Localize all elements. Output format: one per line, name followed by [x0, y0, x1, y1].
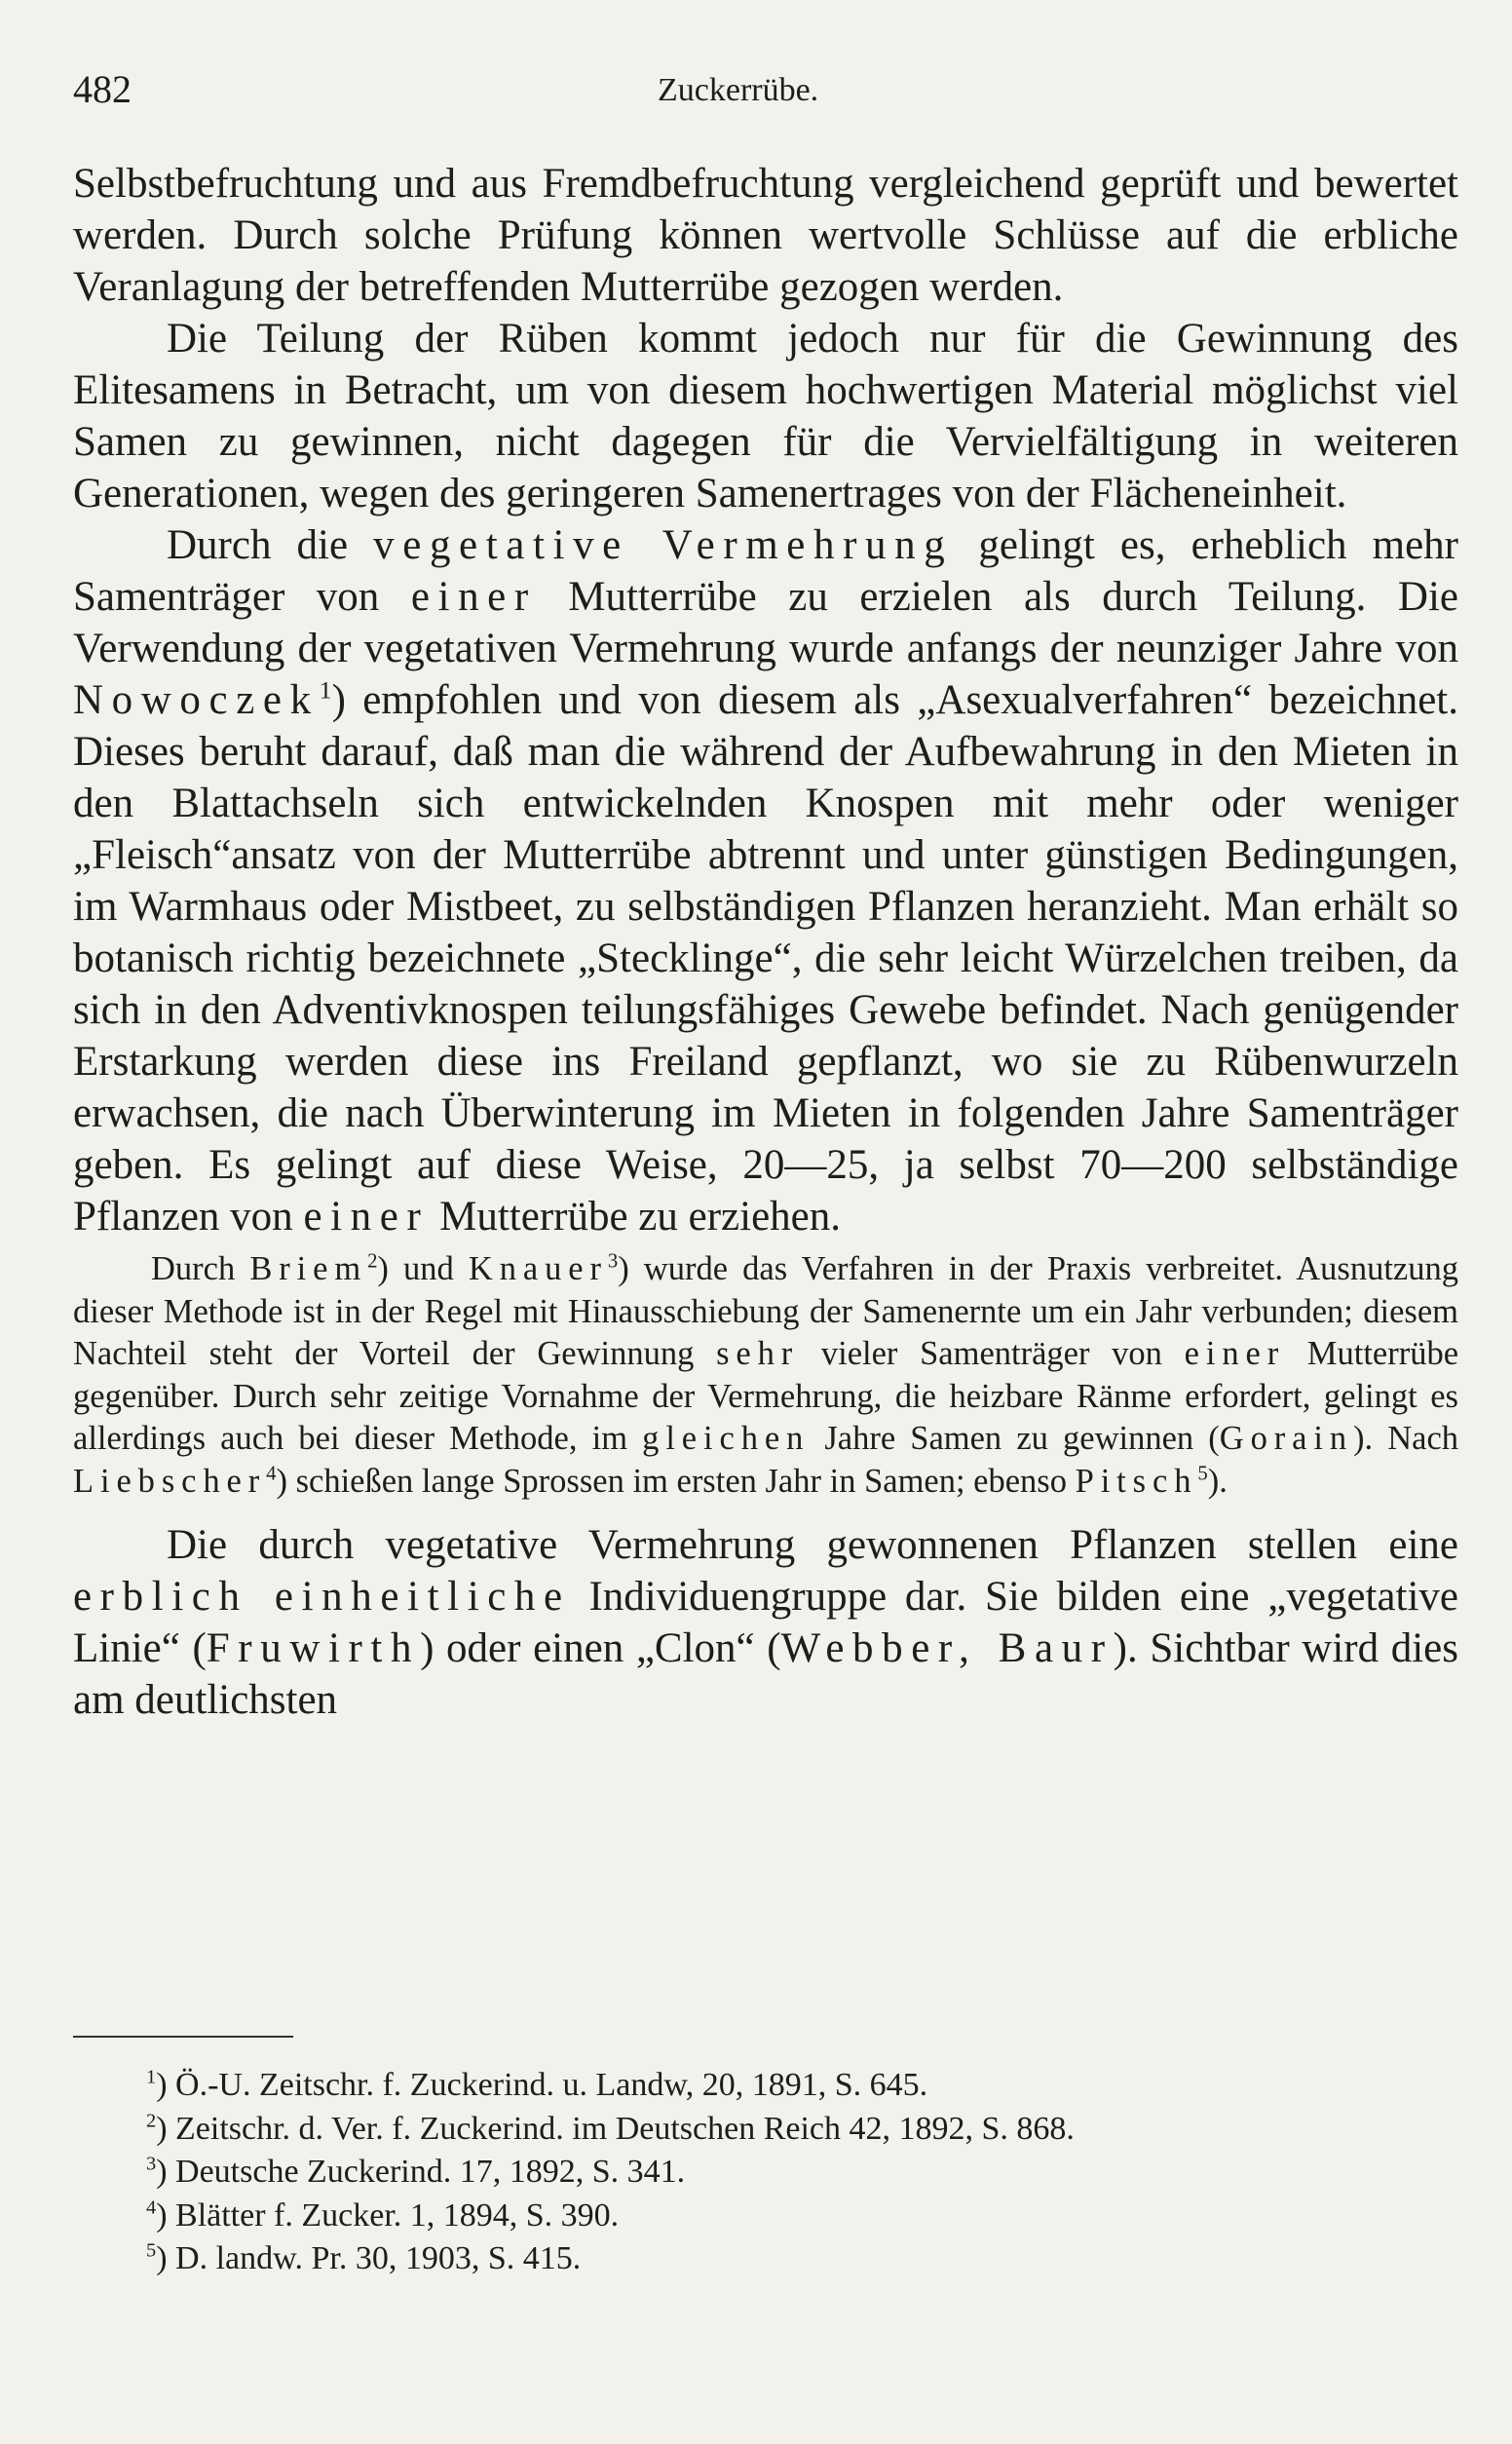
- footnote-ref: 2: [367, 1250, 378, 1273]
- footnote-mark: 1: [146, 2066, 157, 2088]
- text-run: Individuengruppe dar. Sie bilden eine „vegetative Linie“ (: [73, 1573, 1459, 1671]
- footnote-ref: 4: [266, 1463, 277, 1485]
- text-run: Durch: [151, 1250, 250, 1287]
- spaced-emphasis: einer: [1184, 1335, 1286, 1373]
- author-name: Gorain: [1219, 1420, 1353, 1458]
- text-run: Mutterrübe zu erzielen als durch Teilung. Die Verwendung der vegetativen Vermehrung wurde anfangs der neunziger Jahre von: [73, 574, 1458, 671]
- paragraph-1: Selbstbefruchtung und aus Fremdbefruchtung vergleichend geprüft und bewertet werden. Durch solche Prüfung können wertvolle Schlüsse auf die erbliche Veranlagung der betreffenden Mutterrübe gezogen werden.: [73, 161, 1458, 310]
- footnote-ref: 1: [319, 675, 332, 705]
- footnote-5: [146, 2237, 1413, 2281]
- text-run: Jahre Samen zu gewinnen (: [810, 1420, 1220, 1458]
- footnote-mark: 5: [146, 2240, 157, 2263]
- footnote-mark: 2: [146, 2110, 157, 2132]
- footnote-mark: 4: [146, 2196, 157, 2219]
- footnote-ref: 3: [607, 1250, 619, 1273]
- author-name: Briem: [249, 1250, 368, 1287]
- text-run: ) schießen lange Sprossen im ersten Jahr in Samen; ebenso: [276, 1462, 1076, 1500]
- author-name: Pitsch: [1075, 1462, 1198, 1500]
- text-run: ) wurde das Verfahren in der Praxis verbreitet. Ausnutzung dieser Methode ist in der Regel mit Hinausschiebung der Samenernte um ein Jahr verbunden; diesem Nachteil steht der Vorteil der Gewinnung: [73, 1250, 1458, 1373]
- spaced-emphasis: erblich einheitliche: [73, 1573, 571, 1620]
- author-name: Fruwirth: [206, 1624, 421, 1671]
- footnote-text: ) Deutsche Zuckerind. 17, 1892, S. 341.: [156, 2154, 686, 2191]
- spaced-emphasis: gleichen: [642, 1420, 811, 1458]
- spaced-emphasis: einer: [303, 1194, 430, 1240]
- author-name: Knauer: [468, 1250, 608, 1287]
- footnotes: [146, 2064, 1413, 2281]
- text-run: ). Nach: [1352, 1420, 1459, 1458]
- page-number: 482: [73, 67, 132, 111]
- text-run: Durch die: [167, 522, 374, 568]
- footnote-1: [146, 2064, 1413, 2108]
- spaced-emphasis: einer: [410, 574, 537, 620]
- text-run: ).: [1207, 1462, 1228, 1500]
- spaced-emphasis: vegetative Vermehrung: [373, 522, 954, 568]
- text-run: gelingt es, erheblich mehr Samenträger von: [73, 522, 1458, 620]
- text-run: ) oder einen „Clon“ (: [420, 1624, 781, 1671]
- footnote-ref: 5: [1197, 1463, 1208, 1485]
- footnote-4: [146, 2195, 1413, 2238]
- footnote-text: ) Ö.-U. Zeitschr. f. Zuckerind. u. Landw, 20, 1891, S. 645.: [156, 2067, 928, 2103]
- text-run: Mutterrübe gegenüber. Durch sehr zeitige Vornahme der Vermehrung, die heizbare Ränme erfordert, gelingt es allerdings auch bei dieser Methode, im: [73, 1335, 1459, 1458]
- text-run: Die durch vegetative Vermehrung gewonnenen Pflanzen stellen eine: [167, 1521, 1458, 1568]
- small-print-paragraph: [73, 1248, 1458, 1504]
- paragraph-4: [73, 1519, 1458, 1726]
- author-name: Nowoczek: [73, 677, 320, 723]
- paragraph-3: [73, 519, 1458, 1242]
- page-header: [73, 66, 1454, 125]
- footnote-text: ) Zeitschr. d. Ver. f. Zuckerind. im Deutschen Reich 42, 1892, S. 868.: [156, 2110, 1075, 2147]
- footnote-separator: [73, 2036, 293, 2038]
- text-run: ) und: [377, 1250, 469, 1287]
- running-title: Zuckerrübe.: [658, 72, 819, 108]
- text-run: ). Sichtbar wird dies am deutlichsten: [73, 1624, 1458, 1723]
- text-run: Mutterrübe zu erziehen.: [429, 1194, 842, 1240]
- main-text: [73, 158, 1458, 1726]
- footnote-text: ) D. landw. Pr. 30, 1903, S. 415.: [156, 2240, 582, 2277]
- footnote-3: [146, 2151, 1413, 2195]
- author-name: Liebscher: [73, 1462, 267, 1500]
- text-run: ) empfohlen und von diesem als „Asexualverfahren“ bezeichnet. Dieses beruht darauf, daß man die während der Aufbewahrung in den Mieten in den Blattachseln sich entwickelnden Knospen mit mehr oder weniger „Fleisch“ansatz von der Mutterrübe abtrennt und unter günstigen Bedingungen, im Warmhaus oder Mistbeet, zu selbständigen Pflanzen heranzieht. Man erhält so botanisch richtig bezeichnete „Stecklinge“, die sehr leicht Würzelchen treiben, da sich in den Adventivknospen teilungsfähiges Gewebe befindet. Nach genügender Erstarkung werden diese ins Freiland gepflanzt, wo sie zu Rübenwurzeln erwachsen, die nach Überwinterung im Mieten in folgenden Jahre Samenträger geben. Es gelingt auf diese Weise, 20—25, ja selbst 70—200 selbständige Pflanzen von: [73, 677, 1458, 1240]
- author-name: Webber, Baur: [780, 1624, 1114, 1671]
- paragraph-2: Die Teilung der Rüben kommt jedoch nur für die Gewinnung des Elitesamens in Betracht, um von diesem hochwertigen Material möglichst viel Samen zu gewinnen, nicht dagegen für die Vervielfältigung in weiteren Generationen, wegen des geringeren Samenertrages von der Flächeneinheit.: [73, 316, 1458, 516]
- spaced-emphasis: sehr: [716, 1335, 800, 1373]
- text-run: vieler Samenträger von: [799, 1335, 1185, 1373]
- footnote-2: [146, 2108, 1413, 2152]
- footnote-text: ) Blätter f. Zucker. 1, 1894, S. 390.: [156, 2196, 620, 2234]
- footnote-mark: 3: [146, 2153, 157, 2175]
